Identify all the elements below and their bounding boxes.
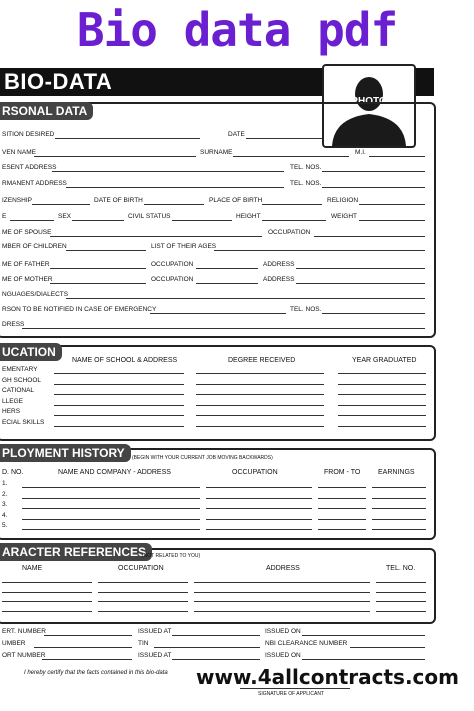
reference-name-field[interactable] — [2, 601, 92, 602]
education-degree-field[interactable] — [196, 415, 324, 416]
employment-occupation-field[interactable] — [206, 519, 312, 520]
education-row-label: LLEGE — [2, 397, 23, 405]
pob-field[interactable] — [262, 204, 322, 205]
personal-data-tab: RSONAL DATA — [0, 102, 93, 120]
tin-field[interactable] — [154, 647, 260, 648]
form-title: BIO-DATA — [4, 69, 113, 94]
education-row-label: ECIAL SKILLS — [2, 418, 45, 426]
reference-tel-field[interactable] — [376, 601, 426, 602]
permanent-address-label: RMANENT ADDRESS — [2, 180, 67, 187]
tel3-field[interactable] — [322, 313, 425, 314]
mother-label: ME OF MOTHER — [2, 276, 53, 283]
civil-status-label: CIVIL STATUS — [128, 213, 171, 220]
emp-col-no: D. NO. — [2, 469, 24, 476]
employment-earnings-field[interactable] — [372, 508, 426, 509]
emp-col-occupation: OCCUPATION — [232, 469, 278, 476]
age-field[interactable] — [10, 220, 54, 221]
employment-from-to-field[interactable] — [318, 519, 366, 520]
reference-name-field[interactable] — [2, 582, 92, 583]
mother-field[interactable] — [50, 283, 146, 284]
present-address-label: ESENT ADDRESS — [2, 164, 57, 171]
civil-status-field[interactable] — [172, 220, 232, 221]
languages-field[interactable] — [66, 298, 425, 299]
signature-label: SIGNATURE OF APPLICANT — [258, 691, 325, 697]
children-field[interactable] — [66, 250, 146, 251]
present-address-field[interactable] — [52, 171, 284, 172]
photo-label: PHOTO — [351, 96, 387, 107]
father-address-field[interactable] — [296, 268, 425, 269]
reference-occupation-field[interactable] — [98, 611, 188, 612]
mi-field[interactable] — [369, 156, 425, 157]
ref-col-address: ADDRESS — [266, 565, 300, 572]
employment-row-number: 3. — [2, 501, 8, 508]
education-row-label: HERS — [2, 408, 21, 415]
ages-label: LIST OF THEIR AGES — [151, 243, 217, 250]
sex-field[interactable] — [72, 220, 124, 221]
education-year-field[interactable] — [338, 394, 426, 395]
dob-field[interactable] — [144, 204, 204, 205]
education-school-field[interactable] — [54, 384, 184, 385]
employment-row-number: 4. — [2, 511, 8, 519]
father-address-label: ADDRESS — [263, 261, 295, 268]
passport-issued-on-field[interactable] — [302, 659, 425, 660]
education-degree-field[interactable] — [196, 373, 324, 374]
employment-company-field[interactable] — [22, 498, 200, 499]
employment-from-to-field[interactable] — [318, 487, 366, 488]
certification-text: I hereby certify that the facts contained in this bio-data — [24, 670, 168, 676]
employment-earnings-field[interactable] — [372, 498, 426, 499]
cert-issued-at-field[interactable] — [172, 635, 260, 636]
emergency-label: RSON TO BE NOTIFIED IN CASE OF EMERGENCY — [2, 306, 157, 313]
emergency-address-field[interactable] — [22, 328, 425, 329]
education-year-field[interactable] — [338, 373, 426, 374]
edu-col-year: YEAR GRADUATED — [352, 357, 417, 364]
reference-tel-field[interactable] — [376, 592, 426, 593]
tin-label: TIN — [138, 640, 149, 647]
spouse-field[interactable] — [50, 236, 262, 237]
education-year-field[interactable] — [338, 426, 426, 427]
passport-issued-at-field[interactable] — [172, 659, 260, 660]
employment-company-field[interactable] — [22, 487, 200, 488]
spouse-occupation-label: OCCUPATION — [268, 229, 311, 236]
employment-occupation-field[interactable] — [206, 487, 312, 488]
education-year-field[interactable] — [338, 384, 426, 385]
passport-number-field[interactable] — [42, 659, 132, 660]
employment-from-to-field[interactable] — [318, 529, 366, 530]
ref-col-name: NAME — [22, 565, 43, 572]
watermark-url: www.4allcontracts.com — [196, 665, 459, 689]
education-year-field[interactable] — [338, 415, 426, 416]
reference-tel-field[interactable] — [376, 611, 426, 612]
banner-title: Bio data pdf — [76, 3, 398, 57]
education-degree-field[interactable] — [196, 426, 324, 427]
references-note: (NOT RELATED TO YOU) — [142, 553, 201, 559]
spouse-label: ME OF SPOUSE — [2, 229, 52, 236]
spouse-occupation-field[interactable] — [314, 236, 425, 237]
employment-tab: PLOYMENT HISTORY — [0, 444, 131, 462]
education-row-label: GH SCHOOL — [2, 376, 42, 384]
children-label: MBER OF CHILDREN — [2, 243, 67, 250]
surname-label: SURNAME — [200, 149, 233, 156]
emp-col-from-to: FROM - TO — [324, 469, 361, 476]
height-label: HEIGHT — [236, 213, 261, 220]
ref-col-tel: TEL. NO. — [386, 565, 416, 572]
reference-address-field[interactable] — [194, 592, 370, 593]
age-label: E — [2, 213, 7, 220]
education-school-field[interactable] — [54, 426, 184, 427]
cert-issued-on-field[interactable] — [302, 635, 425, 636]
education-school-field[interactable] — [54, 405, 184, 406]
mother-occupation-label: OCCUPATION — [151, 276, 194, 283]
reference-name-field[interactable] — [2, 592, 92, 593]
edu-col-school: NAME OF SCHOOL & ADDRESS — [72, 357, 178, 364]
cert-issued-at-label: ISSUED AT — [138, 628, 172, 635]
father-label: ME OF FATHER — [2, 261, 50, 268]
emp-col-earnings: EARNINGS — [378, 469, 415, 476]
employment-occupation-field[interactable] — [206, 508, 312, 509]
education-degree-field[interactable] — [196, 384, 324, 385]
cert-number-label: ERT. NUMBER — [2, 628, 46, 635]
employment-company-field[interactable] — [22, 529, 200, 530]
languages-label: NGUAGES/DIALECTS — [2, 291, 69, 298]
reference-tel-field[interactable] — [376, 582, 426, 583]
page-banner — [0, 0, 474, 64]
citizenship-label: IZENSHIP — [2, 197, 32, 204]
cert-issued-on-label: ISSUED ON — [265, 628, 301, 635]
reference-occupation-field[interactable] — [98, 601, 188, 602]
passport-number-label: ORT NUMBER — [2, 652, 46, 659]
tel1-field[interactable] — [322, 171, 425, 172]
father-occupation-label: OCCUPATION — [151, 261, 194, 268]
education-tab: UCATION — [0, 343, 62, 361]
ref-col-occupation: OCCUPATION — [118, 565, 164, 572]
education-school-field[interactable] — [54, 373, 184, 374]
date-label: DATE — [228, 131, 245, 138]
sex-label: SEX — [58, 213, 72, 220]
tel1-label: TEL. NOS. — [290, 164, 322, 171]
dob-label: DATE OF BIRTH — [94, 197, 143, 204]
passport-issued-on-label: ISSUED ON — [265, 652, 301, 659]
employment-earnings-field[interactable] — [372, 487, 426, 488]
emp-col-company: NAME AND COMPANY - ADDRESS — [58, 469, 171, 476]
nbi-field[interactable] — [350, 647, 425, 648]
employment-occupation-field[interactable] — [206, 498, 312, 499]
surname-field[interactable] — [233, 156, 349, 157]
emergency-address-label: DRESS — [2, 321, 25, 328]
reference-occupation-field[interactable] — [98, 582, 188, 583]
employment-company-field[interactable] — [22, 508, 200, 509]
permanent-address-field[interactable] — [66, 187, 284, 188]
employment-occupation-field[interactable] — [206, 529, 312, 530]
employment-from-to-field[interactable] — [318, 498, 366, 499]
reference-address-field[interactable] — [194, 601, 370, 602]
references-tab: ARACTER REFERENCES — [0, 543, 152, 561]
ages-field[interactable] — [214, 250, 425, 251]
education-degree-field[interactable] — [196, 394, 324, 395]
employment-earnings-field[interactable] — [372, 519, 426, 520]
employment-from-to-field[interactable] — [318, 508, 366, 509]
tel2-field[interactable] — [322, 187, 425, 188]
employment-company-field[interactable] — [22, 519, 200, 520]
nbi-label: NBI CLEARANCE NUMBER — [265, 640, 348, 647]
education-school-field[interactable] — [54, 415, 184, 416]
given-name-label: VEN NAME — [2, 149, 36, 156]
education-degree-field[interactable] — [196, 405, 324, 406]
cert-number-field[interactable] — [44, 635, 132, 636]
passport-issued-at-label: ISSUED AT — [138, 652, 172, 659]
reference-address-field[interactable] — [194, 611, 370, 612]
weight-field[interactable] — [359, 220, 425, 221]
education-year-field[interactable] — [338, 405, 426, 406]
education-row-label: EMENTARY — [2, 366, 38, 373]
reference-occupation-field[interactable] — [98, 592, 188, 593]
tel2-label: TEL. NOS. — [290, 180, 322, 187]
position-field[interactable] — [55, 138, 200, 139]
religion-field[interactable] — [359, 204, 425, 205]
religion-label: RELIGION — [327, 197, 359, 204]
position-label: SITION DESIRED — [2, 131, 55, 138]
mother-occupation-field[interactable] — [196, 283, 258, 284]
employment-earnings-field[interactable] — [372, 529, 426, 530]
education-school-field[interactable] — [54, 394, 184, 395]
reference-address-field[interactable] — [194, 582, 370, 583]
number-field[interactable] — [34, 647, 132, 648]
date-field[interactable] — [246, 138, 322, 139]
employment-row-number: 1. — [2, 480, 8, 487]
tel3-label: TEL. NOS. — [290, 306, 322, 313]
father-occupation-field[interactable] — [196, 268, 258, 269]
mother-address-label: ADDRESS — [263, 276, 295, 283]
pob-label: PLACE OF BIRTH — [209, 197, 263, 204]
emergency-field[interactable] — [150, 313, 286, 314]
number-label: UMBER — [2, 640, 26, 647]
mi-label: M.I. — [355, 149, 366, 156]
given-name-field[interactable] — [34, 156, 196, 157]
education-row-label: CATIONAL — [2, 387, 35, 394]
edu-col-degree: DEGREE RECEIVED — [228, 357, 296, 364]
weight-label: WEIGHT — [331, 213, 357, 220]
employment-row-number: 2. — [2, 490, 8, 498]
height-field[interactable] — [262, 220, 326, 221]
reference-name-field[interactable] — [2, 611, 92, 612]
employment-note: (BEGIN WITH YOUR CURRENT JOB MOVING BACKWARDS) — [132, 455, 273, 461]
citizenship-field[interactable] — [32, 204, 90, 205]
father-field[interactable] — [50, 268, 146, 269]
employment-row-number: 5. — [2, 522, 8, 529]
mother-address-field[interactable] — [296, 283, 425, 284]
